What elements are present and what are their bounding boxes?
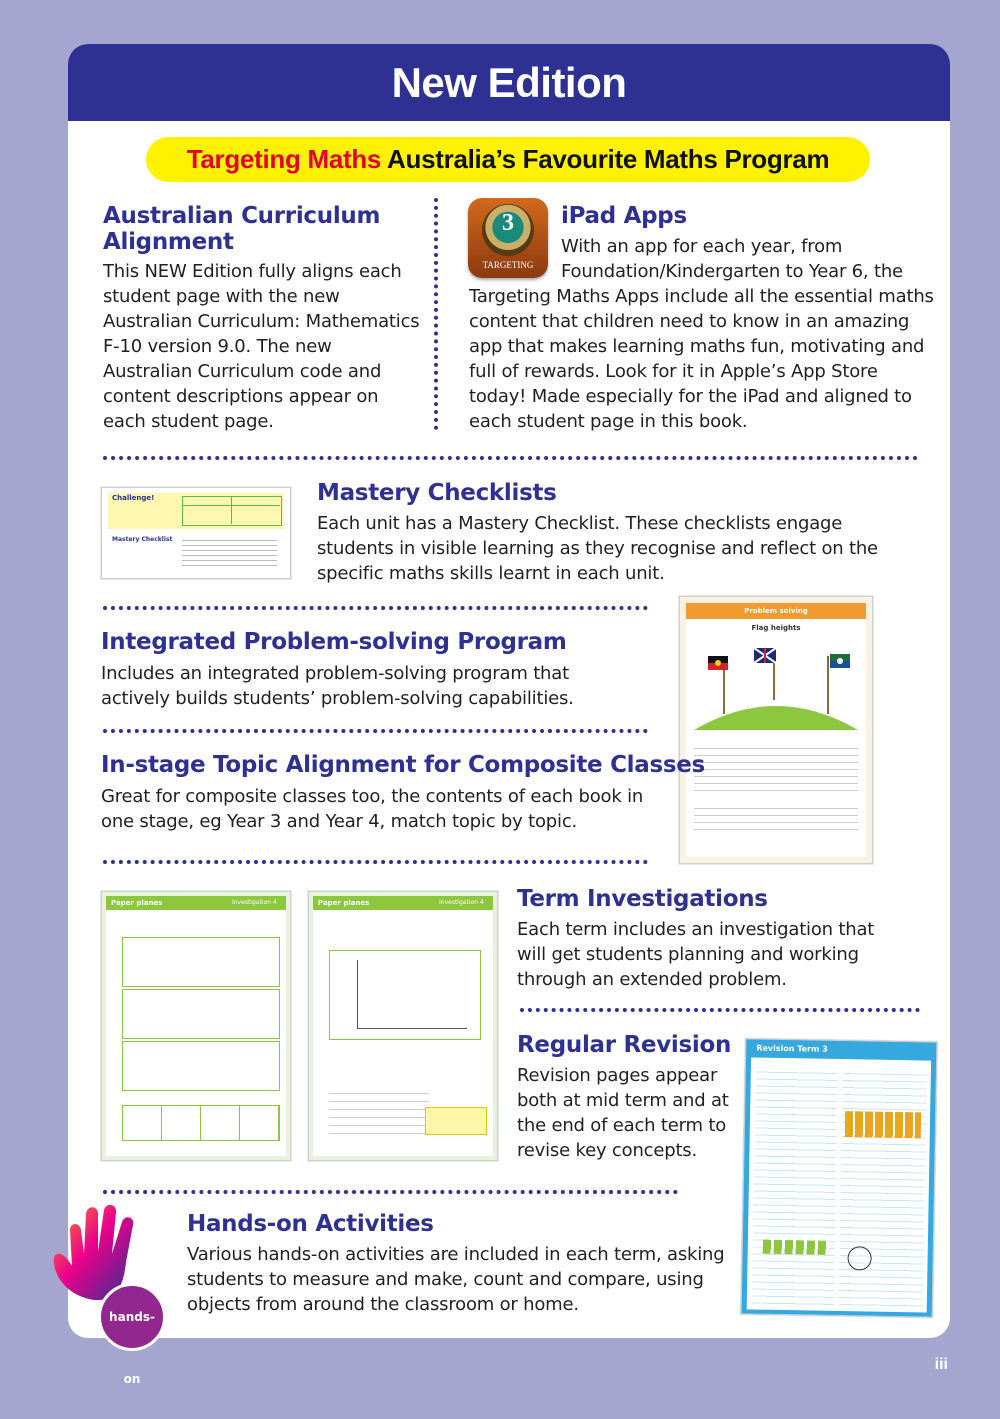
divider <box>103 860 648 864</box>
term-title: Term Investigations <box>517 886 768 912</box>
curriculum-title-line2: Alignment <box>103 229 234 255</box>
thumb1-title: Paper planes <box>111 899 163 907</box>
ipad-body-top <box>561 234 941 284</box>
app-icon-label: TARGETING <box>482 260 534 270</box>
term-body: Each term includes an investigation that will get students planning and working through an extended problem. <box>517 919 875 990</box>
tagline-text: Australia’s Favourite Maths Program <box>381 144 830 174</box>
thumb-challenge: Challenge! <box>112 494 155 502</box>
problem-body: Includes an integrated problem-solving program that actively builds students’ problem-solving capabilities. <box>101 663 574 709</box>
investigation-thumbnail-2 <box>308 891 498 1161</box>
curriculum-body: This NEW Edition fully aligns each student page with the new Australian Curriculum: Mathematics F-10 version 9.0. The new Australian Curriculum code and content descriptions appear on each student page. <box>103 261 420 432</box>
mastery-thumbnail <box>101 487 291 579</box>
tagline-brand: Targeting Maths <box>186 144 382 174</box>
tagline-pill <box>146 137 870 182</box>
hands-title: Hands-on Activities <box>187 1211 434 1237</box>
revision-title: Regular Revision <box>517 1032 732 1058</box>
problem-solving-thumbnail <box>679 596 873 864</box>
mastery-title: Mastery Checklists <box>317 480 557 506</box>
instage-title: In-stage Topic Alignment for Composite Classes <box>101 752 705 778</box>
ipad-body-line1: With an app for each year, from <box>561 236 843 257</box>
thumb2-title: Paper planes <box>318 899 370 907</box>
page-number: iii <box>934 1356 948 1373</box>
mastery-body: Each unit has a Mastery Checklist. These checklists engage students in visible learning as they recognise and reflect on the specific maths skills learnt in each unit. <box>317 513 878 584</box>
page-banner: New Edition <box>68 44 950 121</box>
app-icon-number: 3 <box>502 210 514 236</box>
divider <box>103 456 918 460</box>
thumb2-tag: Investigation 4 <box>439 899 484 906</box>
hands-on-badge <box>98 1283 166 1386</box>
divider <box>520 1008 920 1012</box>
curriculum-title <box>103 203 380 255</box>
thumb-title: Flag heights <box>751 624 801 632</box>
badge-label: hands-on <box>109 1310 155 1386</box>
hands-body: Various hands-on activities are included in each term, asking students to measure and make, count and compare, using objects from around the classroom or home. <box>187 1244 725 1315</box>
thumb-header: Problem solving <box>744 607 808 615</box>
divider <box>103 606 648 610</box>
ipad-body-line2: Foundation/Kindergarten to Year 6, the <box>561 261 903 282</box>
vertical-divider <box>434 198 438 430</box>
flag-illustration <box>694 642 858 732</box>
divider <box>103 729 648 733</box>
problem-title: Integrated Problem-solving Program <box>101 629 567 655</box>
instage-body: Great for composite classes too, the contents of each book in one stage, eg Year 3 and Year 4, match topic by topic. <box>101 786 644 832</box>
revision-thumbnail <box>741 1038 938 1317</box>
thumb-revision-title: Revision Term 3 <box>756 1043 828 1054</box>
thumb1-tag: Investigation 4 <box>232 899 277 906</box>
ipad-body: Targeting Maths Apps include all the essential maths content that children need to know in an amazing app that makes learning maths fun, motivating and full of rewards. Look for it in Apple’s App Store today! Made especially for the iPad and aligned to each student page in this book. <box>469 286 934 432</box>
revision-body: Revision pages appear both at mid term and at the end of each term to revise key concepts. <box>517 1065 729 1161</box>
app-icon <box>468 198 548 278</box>
ipad-title: iPad Apps <box>561 203 687 229</box>
investigation-thumbnail-1 <box>101 891 291 1161</box>
curriculum-title-line1: Australian Curriculum <box>103 203 381 229</box>
thumb-checklist: Mastery Checklist <box>112 536 173 543</box>
divider <box>103 1190 678 1194</box>
content-card <box>68 44 950 1338</box>
